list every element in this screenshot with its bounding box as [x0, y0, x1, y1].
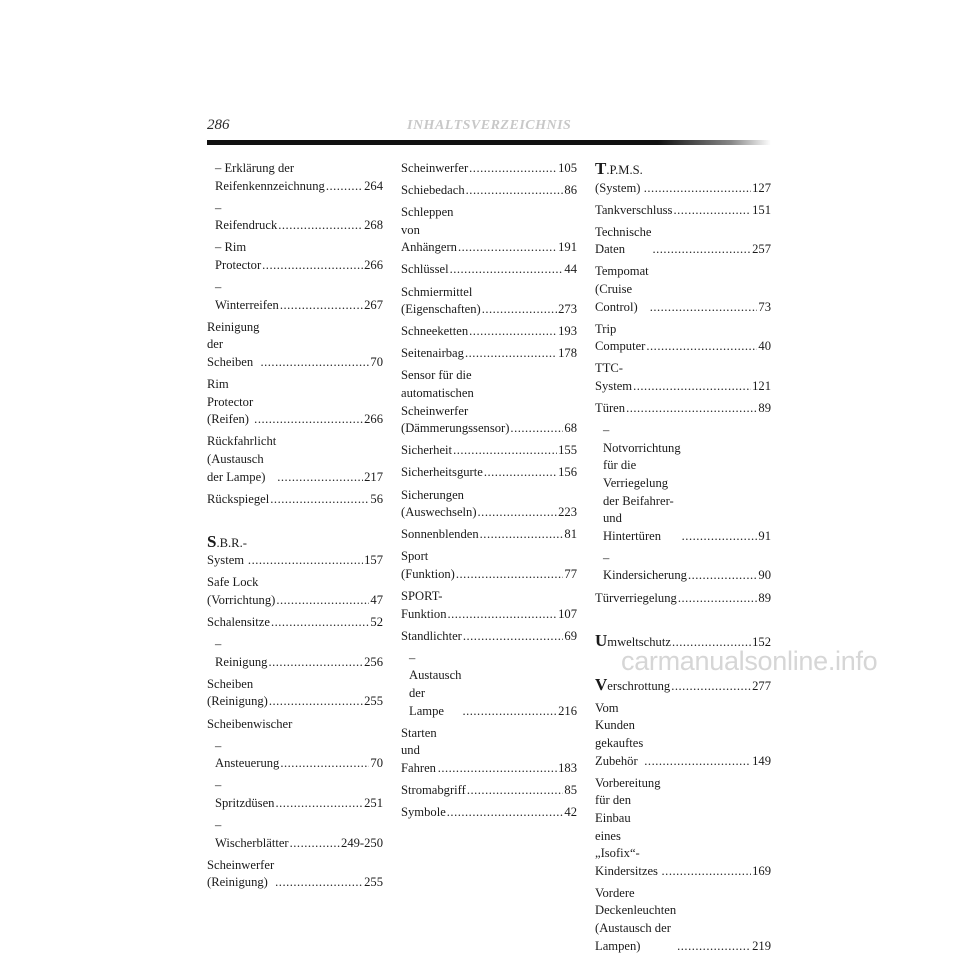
page-reference: 86 [564, 183, 577, 198]
leader-dots [270, 491, 369, 509]
entry-label-rest: .B.R.-System [207, 535, 247, 568]
entry-label: Reinigung der Scheiben [207, 319, 260, 369]
index-entry [401, 367, 577, 437]
index-entry [207, 574, 383, 609]
page-reference: 178 [558, 346, 577, 361]
entry-label: Vordere Deckenleuchten (Austausch der Lampen) [595, 885, 677, 953]
entry-label: Sicherheit [401, 443, 453, 458]
page-reference: 105 [558, 161, 577, 175]
page-reference: 68 [564, 421, 577, 436]
page-reference: 44 [564, 262, 577, 277]
leader-dots [268, 654, 363, 672]
index-entry [207, 716, 383, 734]
leader-dots [671, 678, 751, 696]
index-entry [401, 487, 577, 522]
entry-label: Starten und Fahren [401, 725, 437, 775]
leader-dots [278, 217, 363, 235]
entry-label: Sicherungen (Auswechseln) [401, 487, 477, 520]
leader-dots [463, 628, 564, 646]
page-reference: 223 [558, 505, 577, 520]
index-entry [595, 263, 771, 316]
index-entry [401, 345, 577, 363]
entry-label: Vorbereitung für den Einbau eines „Isofix“-Kindersitzes [595, 775, 661, 878]
page-reference: 249-250 [341, 835, 383, 850]
entry-label: – Rim Protector [215, 240, 262, 272]
leader-dots [644, 180, 751, 198]
leader-dots [438, 760, 557, 778]
index-entry [595, 321, 771, 356]
index-entry [401, 261, 577, 279]
entry-label: Schalensitze [207, 615, 270, 630]
index-entry [595, 224, 771, 259]
page-reference: 217 [364, 469, 383, 484]
entry-label: – Winterreifen [215, 280, 279, 312]
index-entry [595, 550, 771, 585]
entry-label: Safe Lock (Vorrichtung) [207, 575, 276, 607]
page-reference: 127 [752, 180, 771, 195]
index-entry [207, 279, 383, 314]
index-entry [401, 442, 577, 460]
page-reference: 268 [364, 218, 383, 233]
entry-label: Schmiermittel (Eigenschaften) [401, 284, 481, 317]
page-reference: 256 [364, 654, 383, 669]
leader-dots [465, 345, 557, 363]
leader-dots [269, 693, 363, 711]
page-reference: 89 [758, 401, 771, 416]
entry-label: – Notvorrichtung für die Verriegelung der Beifahrer- und Hintertüren [603, 423, 681, 543]
entry-label: – Wischerblätter [215, 818, 289, 850]
index-entry [207, 239, 383, 274]
index-entry [595, 885, 771, 955]
index-entry [401, 628, 577, 646]
entry-label: Symbole [401, 805, 446, 819]
leader-dots [462, 703, 557, 721]
index-entry [595, 400, 771, 418]
entry-label: TTC-System [595, 361, 633, 394]
entry-label: Scheinwerfer [401, 161, 469, 175]
leader-dots [447, 606, 557, 624]
index-entry [595, 700, 771, 770]
index-entry [595, 202, 771, 220]
leader-dots [482, 301, 557, 319]
entry-label: SPORT-Funktion [401, 588, 447, 621]
index-entry [207, 777, 383, 812]
leader-dots [248, 552, 363, 570]
section-initial: S [207, 531, 217, 551]
section-initial: T [595, 159, 607, 178]
page-reference: 70 [370, 756, 383, 771]
page-reference: 266 [364, 412, 383, 427]
entry-label: Schiebedach [401, 183, 465, 198]
page-reference: 40 [758, 339, 771, 354]
entry-label: Seitenairbag [401, 346, 464, 361]
leader-dots [458, 239, 557, 257]
page-reference: 216 [558, 703, 577, 718]
index-entry [595, 590, 771, 608]
leader-dots [478, 504, 558, 522]
entry-label: Rückfahrlicht (Austausch der Lampe) [207, 434, 277, 484]
section-gap [595, 612, 771, 632]
leader-dots [646, 338, 757, 356]
leader-dots [447, 804, 564, 822]
leader-dots [662, 863, 752, 881]
page-reference: 191 [558, 240, 577, 255]
index-entry [207, 160, 383, 195]
leader-dots [644, 753, 751, 771]
section-title: INHALTSVERZEICHNIS [407, 118, 572, 133]
leader-dots [280, 297, 363, 315]
entry-label: Technische Daten [595, 224, 652, 257]
index-entry [207, 533, 383, 570]
index-entry [401, 804, 577, 822]
index-entry [207, 433, 383, 486]
entry-label: – Ansteuerung [215, 738, 280, 771]
index-entry [401, 182, 577, 200]
page-reference: 157 [364, 553, 383, 568]
leader-dots [469, 323, 557, 341]
page-reference: 73 [758, 299, 771, 314]
section-initial: U [595, 630, 608, 650]
entry-label: Scheiben (Reinigung) [207, 676, 268, 709]
leader-dots [688, 567, 757, 585]
entry-label [207, 533, 247, 570]
page-reference: 77 [564, 566, 577, 581]
entry-label: Türen [595, 401, 626, 416]
page-reference: 107 [558, 606, 577, 621]
index-entry [401, 464, 577, 482]
leader-dots [280, 755, 369, 773]
page-reference: 85 [564, 782, 577, 797]
page-reference: 273 [558, 302, 577, 317]
entry-label: Rückspiegel [207, 491, 270, 506]
page-reference: 69 [564, 628, 577, 643]
entry-label: Sicherheitsgurte [401, 465, 483, 480]
section-initial: V [595, 674, 608, 694]
entry-label: Vom Kunden gekauftes Zubehör [595, 700, 644, 768]
page-reference: 152 [752, 634, 771, 649]
leader-dots [275, 874, 363, 892]
page-reference: 89 [758, 590, 771, 605]
page-reference: 251 [364, 795, 383, 810]
entry-label: – Spritzdüsen [215, 778, 275, 810]
leader-dots [650, 299, 758, 317]
page-reference: 155 [558, 443, 577, 458]
watermark: carmanualsonline.info [621, 646, 878, 676]
section-gap [207, 513, 383, 533]
leader-dots [260, 354, 369, 372]
leader-dots [453, 442, 557, 460]
entry-label-rest: erschrottung [607, 678, 671, 693]
entry-label-rest: mweltschutz [607, 634, 671, 649]
entry-label: Schleppen von Anhängern [401, 205, 457, 255]
index-column-1 [207, 160, 383, 896]
page-header [207, 117, 767, 137]
entry-label: Sonnenblenden [401, 527, 479, 542]
page-reference: 257 [752, 242, 771, 257]
entry-label: Sensor für die automatischen Scheinwerfer (Dämmerungssensor) [401, 368, 510, 436]
entry-label: Trip Computer [595, 321, 646, 354]
index-entry [401, 160, 577, 178]
leader-dots [271, 614, 369, 632]
leader-dots [633, 378, 751, 396]
page-reference: 121 [752, 379, 771, 394]
leader-dots [677, 938, 751, 956]
entry-label: Schneeketten [401, 324, 469, 339]
page-reference: 56 [370, 491, 383, 506]
page-reference: 70 [370, 354, 383, 369]
leader-dots [466, 182, 564, 200]
header-rule [207, 140, 771, 145]
page-reference: 90 [758, 568, 771, 583]
page-reference: 42 [564, 805, 577, 819]
index-entry [595, 160, 771, 197]
index-entry [401, 323, 577, 341]
index-entry [207, 636, 383, 671]
index-entry [207, 738, 383, 773]
index-entry [401, 650, 577, 720]
leader-dots [673, 202, 751, 220]
index-entry [595, 775, 771, 881]
entry-label [595, 160, 643, 197]
leader-dots [510, 420, 563, 438]
index-entry [207, 857, 383, 892]
entry-label-rest: .P.M.S. (System) [595, 163, 643, 195]
page-reference: 81 [564, 527, 577, 542]
page-reference: 52 [370, 615, 383, 630]
leader-dots [290, 835, 340, 853]
entry-label: Scheibenwischer [207, 716, 293, 731]
page-reference: 193 [558, 324, 577, 339]
index-column-2 [401, 160, 577, 826]
index-entry [401, 548, 577, 583]
leader-dots [276, 592, 369, 610]
leader-dots [275, 795, 363, 813]
index-entry [207, 200, 383, 235]
index-entry [207, 817, 383, 852]
page-reference: 91 [758, 528, 771, 543]
index-entry [207, 614, 383, 632]
leader-dots [480, 526, 564, 544]
page-reference: 255 [364, 694, 383, 709]
index-entry [207, 676, 383, 711]
leader-dots [652, 241, 751, 259]
entry-label: Scheinwerfer (Reinigung) [207, 857, 275, 890]
entry-label: Rim Protector (Reifen) [207, 377, 254, 427]
index-entry [401, 588, 577, 623]
index-entry [207, 376, 383, 429]
index-entry [401, 782, 577, 800]
leader-dots [450, 261, 564, 279]
index-entry [401, 526, 577, 544]
entry-label: – Erklärung der Reifenkennzeichnung [215, 161, 325, 193]
page-reference: 183 [558, 760, 577, 775]
leader-dots [484, 464, 557, 482]
entry-label: Türverriegelung [595, 590, 677, 605]
entry-label: Sport (Funktion) [401, 549, 455, 581]
page-reference: 169 [752, 863, 771, 878]
entry-label: – Kindersicherung [603, 550, 687, 583]
page-reference: 151 [752, 202, 771, 217]
page-reference: 149 [752, 753, 771, 768]
page-reference: 266 [364, 257, 383, 272]
entry-label: Standlichter [401, 628, 462, 643]
page-reference: 47 [370, 592, 383, 607]
leader-dots [682, 528, 758, 546]
index-entry [401, 284, 577, 319]
index-entry [207, 491, 383, 509]
leader-dots [262, 257, 363, 275]
leader-dots [467, 782, 564, 800]
entry-label: – Reinigung [215, 637, 268, 669]
leader-dots [456, 566, 564, 584]
entry-label: – Austausch der Lampe [409, 650, 462, 718]
entry-label: – Reifendruck [215, 200, 278, 233]
index-entry [595, 422, 771, 545]
page-number: 286 [207, 117, 230, 133]
entry-label: Tankverschluss [595, 202, 673, 217]
entry-label: Tempomat (Cruise Control) [595, 264, 649, 314]
index-entry [207, 319, 383, 372]
index-column-3 [595, 160, 771, 960]
leader-dots [626, 400, 757, 418]
leader-dots [254, 411, 363, 429]
page-reference: 255 [364, 875, 383, 890]
entry-label: Schlüssel [401, 262, 449, 277]
index-entry [401, 725, 577, 778]
leader-dots [469, 160, 557, 178]
page-reference: 277 [752, 678, 771, 693]
index-entry [595, 360, 771, 395]
page-reference: 264 [364, 178, 383, 193]
page-reference: 156 [558, 465, 577, 480]
entry-label: Stromabgriff [401, 782, 466, 797]
leader-dots [277, 469, 363, 487]
leader-dots [326, 178, 363, 196]
page-reference: 267 [364, 297, 383, 312]
leader-dots [678, 590, 758, 608]
page-reference: 219 [752, 938, 771, 953]
index-entry [401, 204, 577, 257]
